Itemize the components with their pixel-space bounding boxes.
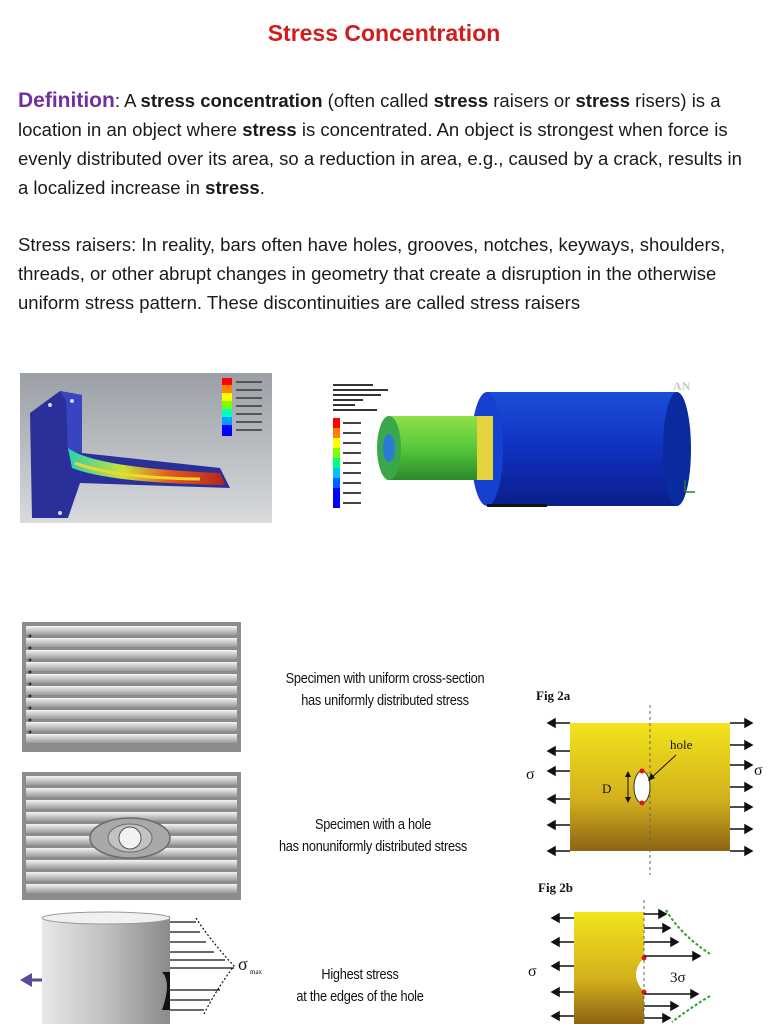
caption-highest-line1: Highest stress [321, 966, 399, 983]
stress-raisers-paragraph: Stress raisers: In reality, bars often have holes, grooves, notches, keyways, shoulders, threads, or other abrupt changes in geometry that create a disruption in the otherwise uniform stress pattern. These discontinuities are called stress raisers [18, 234, 726, 313]
ansys-logo: AN [673, 379, 691, 393]
hole-label: hole [670, 737, 693, 752]
definition-label: Definition [18, 89, 115, 112]
fea-bracket-image [20, 373, 272, 523]
definition-text: is concentrated. An object is strongest when force is evenly distributed over its area, so a reduction in area, e.g., caused by a crack, results in a localized increase in [18, 119, 742, 198]
highest-stress-image [20, 910, 270, 1024]
caption-uniform-line1: Specimen with uniform cross-section [285, 670, 485, 687]
caption-hole [250, 814, 497, 858]
definition-text: (often called [322, 90, 434, 111]
sigma-left-2a: σ [526, 766, 535, 783]
hole-specimen-image [22, 772, 241, 900]
sigma-max-subscript: max [250, 968, 263, 976]
definition-paragraph [18, 86, 748, 202]
definition-text: raisers or [488, 90, 576, 111]
sigma-left-2b: σ [528, 963, 537, 980]
caption-hole-line2: has nonuniformly distributed stress [278, 838, 468, 855]
diameter-label: D [602, 781, 612, 796]
sigma-right-2a: σ [754, 762, 763, 779]
caption-uniform [262, 668, 509, 712]
definition-bold: stress concentration [140, 90, 323, 111]
definition-bold: stress [205, 177, 260, 198]
definition-text: risers) is a location in an object where [18, 90, 721, 140]
caption-highest [250, 964, 471, 1008]
three-sigma-label: 3σ [670, 970, 686, 986]
definition-bold: stress [242, 119, 297, 140]
definition-bold: stress [433, 90, 489, 111]
fea-shaft-image [327, 378, 705, 515]
sigma-max-symbol: σ [238, 954, 248, 974]
fig2a-label: Fig 2a [536, 688, 571, 703]
page-title: Stress Concentration [267, 20, 501, 46]
caption-uniform-line2: has uniformly distributed stress [301, 692, 469, 709]
fig2a-plate-diagram [520, 705, 768, 875]
uniform-specimen-image [22, 622, 241, 752]
caption-highest-line2: at the edges of the hole [296, 988, 424, 1005]
definition-text: . [259, 177, 265, 198]
fig2b-plate-diagram [520, 900, 768, 1024]
caption-hole-line1: Specimen with a hole [314, 816, 432, 833]
definition-text: : A [114, 90, 141, 111]
definition-bold: stress [575, 90, 631, 111]
fig2b-label: Fig 2b [538, 880, 574, 895]
